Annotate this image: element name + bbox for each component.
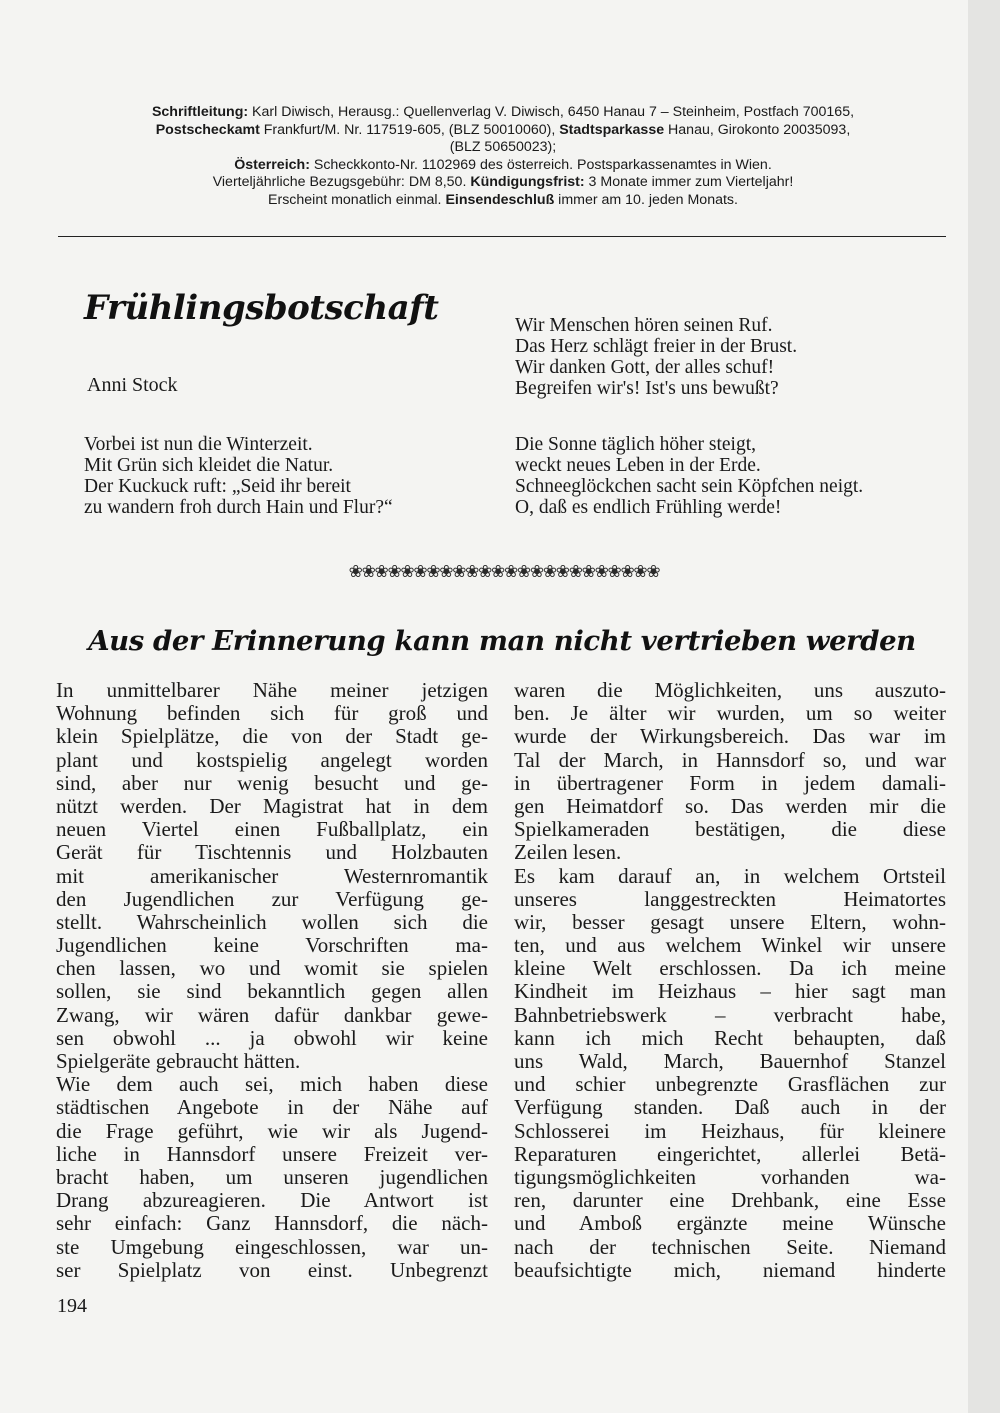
article-line: Zwang, wir wären dafür dankbar gewe-	[56, 1002, 488, 1027]
article-line: sind, aber nur wenig besucht und ge-	[56, 770, 488, 795]
masthead-line	[58, 157, 948, 175]
article-line: Wohnung befinden sich für groß und	[56, 701, 488, 726]
masthead-label: Schriftleitung:	[151, 104, 249, 120]
article-line: und Amboß ergänzte meine Wünsche	[514, 1211, 946, 1236]
article-line: nach der technischen Seite. Niemand	[514, 1234, 946, 1259]
poem-line: Das Herz schlägt freier in der Brust.	[515, 336, 798, 357]
masthead-label: Postscheckamt	[155, 121, 260, 138]
article-line: Jugendlichen keine Vorschriften ma-	[56, 933, 488, 958]
masthead-text: Scheckkonto-Nr. 1102969 des österreich. Postsparkassenamtes in Wien.	[309, 156, 772, 173]
article-line: Schlosserei im Heizhaus, für kleinere	[514, 1118, 946, 1143]
article-line: chen lassen, wo und womit sie spielen	[56, 956, 488, 981]
article-title: Aus der Erinnerung kann man nicht vertrieben werden	[88, 625, 916, 657]
masthead	[58, 104, 948, 210]
ornament-divider: ❀❀❀❀❀❀❀❀❀❀❀❀❀❀❀❀❀❀❀❀❀❀❀❀	[348, 562, 660, 582]
article-line: sen obwohl ... ja obwohl wir keine	[56, 1025, 488, 1050]
poem-stanza-2	[515, 315, 797, 399]
poem-line: zu wandern froh durch Hain und Flur?“	[84, 497, 393, 518]
article-line: Zeilen lesen.	[514, 840, 622, 865]
article-column-left	[56, 679, 488, 1282]
poem-author: Anni Stock	[87, 374, 178, 396]
poem-line: Der Kuckuck ruft: „Seid ihr bereit	[84, 476, 351, 497]
article-line: Tal der March, in Hannsdorf so, und war	[514, 747, 946, 772]
article-line: beaufsichtigte mich, niemand hinderte	[514, 1257, 946, 1282]
masthead-label: Österreich:	[234, 156, 310, 173]
article-line: Gerät für Tischtennis und Holzbauten	[56, 840, 488, 865]
poem-line: weckt neues Leben in der Erde.	[515, 455, 761, 476]
article-column-right	[514, 679, 946, 1282]
masthead-text: Frankfurt/M. Nr. 117519-605, (BLZ 50010060),	[259, 121, 560, 138]
article-line: waren die Möglichkeiten, uns auszuto-	[514, 678, 946, 702]
article-line: neuen Viertel einen Fußballplatz, ein	[56, 817, 488, 842]
page-edge	[968, 0, 1000, 1413]
article-line: in übertragener Form in jedem damali-	[514, 770, 946, 795]
poem-line: Schneeglöckchen sacht sein Köpfchen neigt.	[515, 476, 864, 497]
article-line: ste Umgebung eingeschlossen, war un-	[56, 1234, 488, 1259]
poem-line: Wir danken Gott, der alles schuf!	[515, 357, 775, 378]
masthead-text: Erscheint monatlich einmal.	[268, 191, 446, 208]
poem-line: Mit Grün sich kleidet die Natur.	[84, 455, 334, 476]
article-line: gen Heimatdorf so. Das werden mir die	[514, 793, 946, 818]
poem-line: Vorbei ist nun die Winterzeit.	[84, 434, 313, 455]
masthead-label: Kündigungsfrist:	[470, 174, 585, 191]
article-line: kann ich mich Recht behaupten, daß	[514, 1025, 946, 1050]
article-line: städtischen Angebote in der Nähe auf	[56, 1095, 488, 1120]
article-line: ben. Je älter wir wurden, um so weiter	[514, 701, 946, 726]
article-line: Wie dem auch sei, mich haben diese	[56, 1072, 488, 1097]
article-line: Spielkameraden bestätigen, die diese	[514, 817, 946, 842]
masthead-line	[58, 122, 948, 140]
article-line: den Jugendlichen zur Verfügung ge-	[56, 886, 488, 911]
masthead-text: Hanau, Girokonto 20035093,	[664, 121, 851, 138]
masthead-divider	[58, 236, 946, 237]
page-number: 194	[57, 1295, 87, 1317]
article-line: Spielgeräte gebraucht hätten.	[56, 1049, 301, 1073]
poem-line: Begreifen wir's! Ist's uns bewußt?	[515, 378, 779, 399]
poem-stanza-3	[515, 434, 863, 518]
poem-line: O, daß es endlich Frühling werde!	[515, 497, 782, 518]
article-line: uns Wald, March, Bauernhof Stanzel	[514, 1049, 946, 1073]
masthead-text: immer am 10. jeden Monats.	[554, 191, 738, 208]
article-line: ten, und aus welchem Winkel wir unsere	[514, 933, 946, 958]
masthead-line	[58, 192, 948, 210]
article-line: In unmittelbarer Nähe meiner jetzigen	[56, 678, 488, 702]
masthead-label: Einsendeschluß	[445, 191, 555, 208]
article-line: wurde der Wirkungsbereich. Das war im	[514, 724, 946, 749]
article-line: sollen, sie sind bekanntlich gegen allen	[56, 979, 488, 1004]
masthead-text: Vierteljährliche Bezugsgebühr: DM 8,50.	[212, 174, 471, 191]
article-line: klein Spielplätze, die von der Stadt ge-	[56, 724, 488, 749]
masthead-label: Stadtsparkasse	[559, 121, 665, 138]
article-line: die Frage geführt, wie wir als Jugend-	[56, 1118, 488, 1143]
article-line: sehr einfach: Ganz Hannsdorf, die näch-	[56, 1211, 488, 1236]
article-line: mit amerikanischer Westernromantik	[56, 863, 488, 888]
article-line: plant und kostspielig angelegt worden	[56, 747, 488, 772]
article-line: Bahnbetriebswerk – verbracht habe,	[514, 1002, 946, 1027]
article-line: Verfügung standen. Daß auch in der	[514, 1095, 946, 1120]
article-line: liche in Hannsdorf unsere Freizeit ver-	[56, 1141, 488, 1166]
masthead-line	[58, 104, 948, 122]
article-line: unseres langgestreckten Heimatortes	[514, 886, 946, 911]
article-line: und schier unbegrenzte Grasflächen zur	[514, 1072, 946, 1097]
masthead-text: Karl Diwisch, Herausg.: Quellenverlag V. Diwisch, 6450 Hanau 7 – Steinheim, Postfach 700165,	[248, 104, 855, 120]
article-line: ser Spielplatz von einst. Unbegrenzt	[56, 1257, 488, 1282]
article-line: bracht haben, um unseren jugendlichen	[56, 1164, 488, 1189]
masthead-line	[58, 174, 948, 192]
article-line: tigungsmöglichkeiten vorhanden wa-	[514, 1164, 946, 1189]
poem-line: Wir Menschen hören seinen Ruf.	[515, 315, 773, 336]
article-line: stellt. Wahrscheinlich wollen sich die	[56, 909, 488, 934]
article-line: kleine Welt erschlossen. Da ich meine	[514, 956, 946, 981]
article-line: Reparaturen eingerichtet, allerlei Betä-	[514, 1141, 946, 1166]
article-line: ren, darunter eine Drehbank, eine Esse	[514, 1188, 946, 1213]
masthead-text: (BLZ 50650023);	[449, 139, 557, 156]
poem-line: Die Sonne täglich höher steigt,	[515, 434, 756, 455]
poem-title: Frühlingsbotschaft	[84, 288, 439, 328]
article-line: Kindheit im Heizhaus – hier sagt man	[514, 979, 946, 1004]
masthead-text: 3 Monate immer zum Vierteljahr!	[584, 174, 794, 191]
article-line: wir, besser gesagt unsere Eltern, wohn-	[514, 909, 946, 934]
article-line: Es kam darauf an, in welchem Ortsteil	[514, 863, 946, 888]
article-line: nützt werden. Der Magistrat hat in dem	[56, 793, 488, 818]
masthead-line	[58, 139, 948, 157]
article-line: Drang abzureagieren. Die Antwort ist	[56, 1188, 488, 1213]
poem-stanza-1	[84, 434, 393, 518]
